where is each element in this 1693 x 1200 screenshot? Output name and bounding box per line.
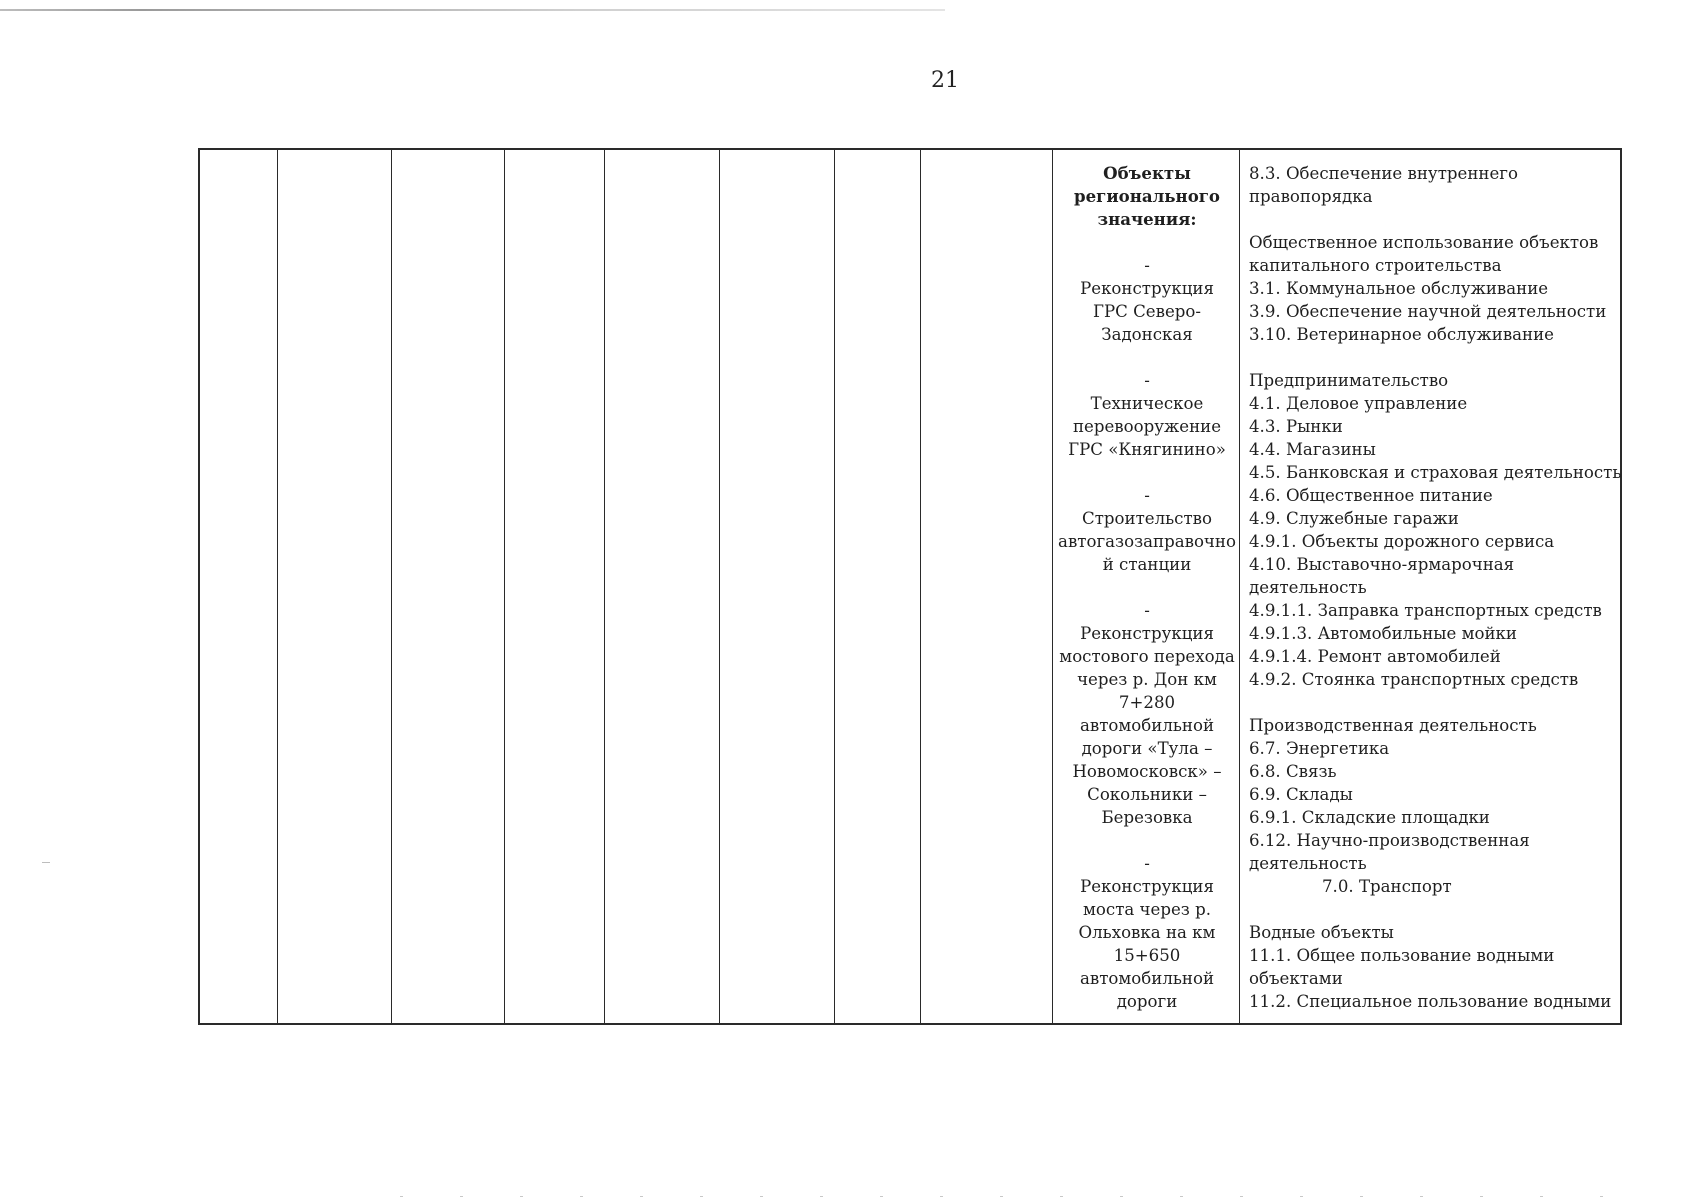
object-line: й станции: [1102, 555, 1192, 574]
object-line: Реконструкция: [1080, 877, 1214, 896]
use-line: 4.9.2. Стоянка транспортных средств: [1249, 670, 1579, 689]
object-line: Техническое: [1090, 394, 1204, 413]
use-line: капитального строительства: [1249, 256, 1502, 275]
scan-bottom-edge-noise: [400, 1196, 1630, 1197]
object-line: 15+650: [1113, 946, 1181, 965]
use-line: деятельность: [1249, 854, 1367, 873]
object-line: [1055, 576, 1239, 599]
use-line: [1249, 691, 1621, 714]
object-line: ГРС «Княгинино»: [1068, 440, 1226, 459]
use-line: 4.5. Банковская и страховая деятельность: [1249, 463, 1622, 482]
object-line: Березовка: [1101, 808, 1193, 827]
use-line: 11.2. Специальное пользование водными: [1249, 992, 1612, 1011]
object-line: Ольховка на км: [1078, 923, 1216, 942]
permitted-uses-list: [1249, 162, 1621, 1013]
object-line: 7+280: [1118, 693, 1176, 712]
regional-objects-list: [1055, 254, 1239, 1013]
use-line: 11.1. Общее пользование водными: [1249, 946, 1555, 965]
object-line: дороги «Тула –: [1081, 739, 1213, 758]
object-line: -: [1144, 601, 1150, 620]
table-column-divider: [604, 150, 605, 1023]
use-line: 6.7. Энергетика: [1249, 739, 1390, 758]
use-line: 6.8. Связь: [1249, 762, 1337, 781]
scan-left-margin-mark: [42, 862, 50, 863]
regional-objects-header: [1055, 162, 1239, 231]
zoning-table: [198, 148, 1622, 1025]
use-line: Предпринимательство: [1249, 371, 1449, 390]
object-line: Реконструкция: [1080, 624, 1214, 643]
use-line: 4.9. Служебные гаражи: [1249, 509, 1459, 528]
use-line: 3.9. Обеспечение научной деятельности: [1249, 302, 1607, 321]
use-line: 6.12. Научно-производственная: [1249, 831, 1530, 850]
object-line: моста через р.: [1083, 900, 1211, 919]
use-line: 4.10. Выставочно-ярмарочная: [1249, 555, 1515, 574]
use-line: 6.9. Склады: [1249, 785, 1353, 804]
table-column-divider: [1239, 150, 1240, 1023]
object-line: автогазозаправочно: [1058, 532, 1236, 551]
table-column-divider: [1052, 150, 1053, 1023]
object-line: Новомосковск» –: [1072, 762, 1222, 781]
use-line: 4.9.1.1. Заправка транспортных средств: [1249, 601, 1602, 620]
object-line: перевооружение: [1072, 417, 1222, 436]
object-line: Реконструкция: [1080, 279, 1214, 298]
use-line: Производственная деятельность: [1249, 716, 1537, 735]
use-line: 4.4. Магазины: [1249, 440, 1376, 459]
object-line: через р. Дон км: [1077, 670, 1217, 689]
table-column-divider: [834, 150, 835, 1023]
object-line: [1055, 346, 1239, 369]
table-column-divider: [504, 150, 505, 1023]
use-line: 4.9.1. Объекты дорожного сервиса: [1249, 532, 1555, 551]
use-line: деятельность: [1249, 578, 1367, 597]
object-line: ГРС Северо-: [1092, 302, 1202, 321]
object-line: -: [1144, 486, 1150, 505]
use-line: [1249, 208, 1621, 231]
header-line: значения:: [1097, 209, 1197, 229]
use-line: [1249, 346, 1621, 369]
use-line: 7.0. Транспорт: [1322, 877, 1452, 896]
use-line: правопорядка: [1249, 187, 1373, 206]
use-line: 4.1. Деловое управление: [1249, 394, 1468, 413]
table-column-divider: [391, 150, 392, 1023]
use-line: 8.3. Обеспечение внутреннего: [1249, 164, 1518, 183]
object-line: Задонская: [1101, 325, 1193, 344]
header-line: Объекты: [1103, 163, 1191, 183]
table-column-divider: [719, 150, 720, 1023]
use-line: 4.6. Общественное питание: [1249, 486, 1493, 505]
use-line: объектами: [1249, 969, 1343, 988]
use-line: 4.9.1.4. Ремонт автомобилей: [1249, 647, 1501, 666]
header-line: регионального: [1073, 186, 1220, 206]
scan-top-edge-line: [0, 9, 945, 11]
object-line: [1055, 829, 1239, 852]
use-line: [1249, 898, 1621, 921]
object-line: автомобильной: [1079, 969, 1215, 988]
object-line: -: [1144, 256, 1150, 275]
use-line: 3.10. Ветеринарное обслуживание: [1249, 325, 1554, 344]
regional-objects-cell: [1055, 150, 1239, 1023]
table-column-divider: [277, 150, 278, 1023]
use-line: 4.9.1.3. Автомобильные мойки: [1249, 624, 1517, 643]
object-line: Строительство: [1082, 509, 1212, 528]
use-line: 3.1. Коммунальное обслуживание: [1249, 279, 1549, 298]
object-line: -: [1144, 371, 1150, 390]
object-line: [1055, 461, 1239, 484]
object-line: Сокольники –: [1087, 785, 1207, 804]
object-line: дороги: [1116, 992, 1178, 1011]
page-number: 21: [931, 68, 959, 93]
object-line: -: [1144, 854, 1150, 873]
object-line: мостового перехода: [1059, 647, 1235, 666]
use-line: 4.3. Рынки: [1249, 417, 1343, 436]
permitted-uses-cell: [1243, 150, 1621, 1023]
use-line: 6.9.1. Складские площадки: [1249, 808, 1490, 827]
use-line: Водные объекты: [1249, 923, 1394, 942]
use-line: Общественное использование объектов: [1249, 233, 1599, 252]
table-column-divider: [920, 150, 921, 1023]
object-line: автомобильной: [1079, 716, 1215, 735]
